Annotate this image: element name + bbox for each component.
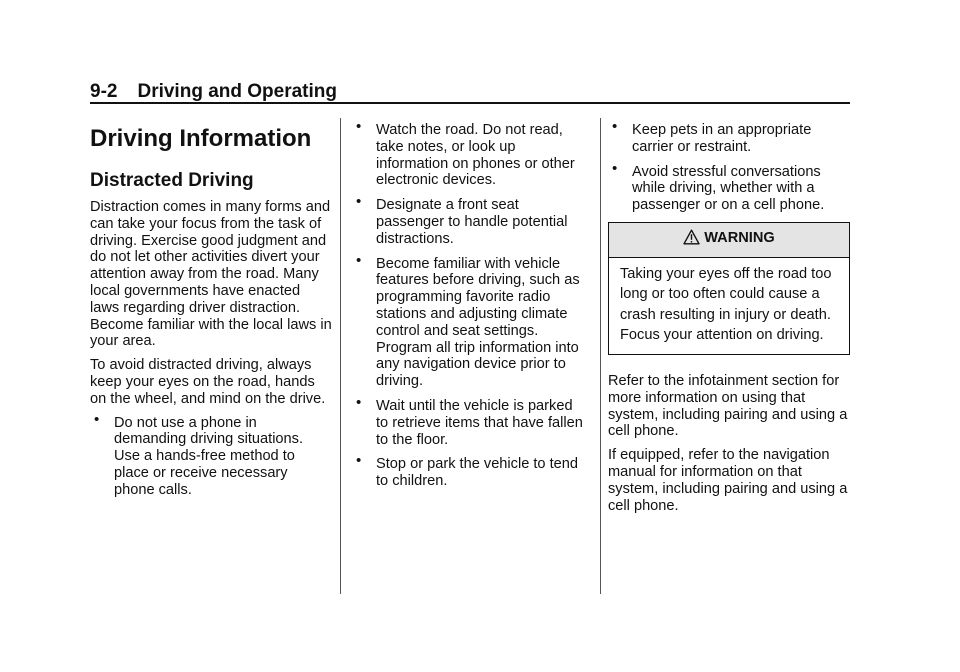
list-item: • Do not use a phone in demanding driving situations. Use a hands-free method to place or receive necessary phone calls. bbox=[90, 415, 332, 499]
bullet-list bbox=[608, 122, 852, 214]
warning-body: Taking your eyes off the road too long or too often could cause a crash resulting in injury or death. Focus your attention on driving. bbox=[620, 265, 832, 344]
bullet-list bbox=[352, 122, 588, 490]
header-rule bbox=[90, 102, 850, 104]
list-item: • Become familiar with vehicle features before driving, such as programming favorite radio stations and adjusting climate control and seat settings. Program all trip information into any navigation device prior to driving. bbox=[352, 256, 588, 390]
column-3 bbox=[608, 122, 852, 521]
list-item: • Avoid stressful conversations while driving, whether with a passenger or on a cell phone. bbox=[608, 164, 852, 214]
column-1 bbox=[90, 124, 332, 507]
paragraph: Refer to the infotainment section for more information on using that system, including pairing and using a cell phone. bbox=[608, 372, 848, 440]
warning-box bbox=[608, 222, 850, 355]
column-divider bbox=[600, 118, 601, 594]
list-item: • Designate a front seat passenger to handle potential distractions. bbox=[352, 197, 588, 247]
page-number: 9-2 bbox=[90, 81, 118, 102]
paragraph: Distraction comes in many forms and can take your focus from the task of driving. Exercise good judgment and do not let other activities divert your attention away from the road. Many local governments have enacted laws regarding driver distraction. Become familiar with the local laws in your area. bbox=[90, 199, 332, 350]
warning-triangle-icon bbox=[683, 229, 700, 250]
list-item: • Keep pets in an appropriate carrier or restraint. bbox=[608, 122, 852, 156]
page-title: Driving Information bbox=[90, 125, 312, 152]
warning-title: WARNING bbox=[704, 229, 775, 246]
section-heading: Distracted Driving bbox=[90, 170, 254, 191]
bullet-list bbox=[90, 415, 332, 499]
list-item: • Watch the road. Do not read, take notes, or look up information on phones or other electronic devices. bbox=[352, 122, 588, 189]
paragraph: If equipped, refer to the navigation manual for information on that system, including pairing and using a cell phone. bbox=[608, 447, 848, 514]
column-2 bbox=[352, 122, 588, 498]
section-title: Driving and Operating bbox=[137, 81, 337, 102]
page-header bbox=[90, 80, 337, 104]
column-divider bbox=[340, 118, 341, 594]
list-item: • Stop or park the vehicle to tend to children. bbox=[352, 456, 588, 490]
list-item: • Wait until the vehicle is parked to retrieve items that have fallen to the floor. bbox=[352, 398, 588, 448]
warning-header bbox=[609, 223, 849, 258]
paragraph: To avoid distracted driving, always keep your eyes on the road, hands on the wheel, and mind on the drive. bbox=[90, 357, 326, 407]
